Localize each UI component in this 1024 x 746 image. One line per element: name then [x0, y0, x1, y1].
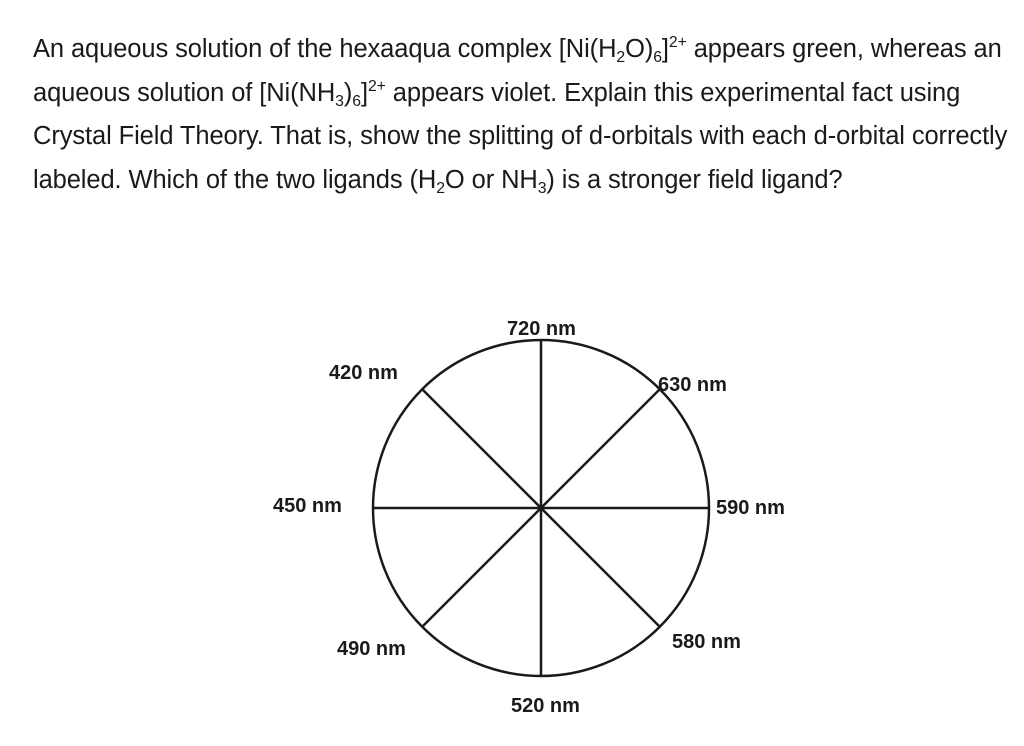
- wheel-label-bottom: 520 nm: [511, 695, 580, 717]
- color-wheel-diagram: [260, 300, 820, 740]
- wheel-label-bottom-right: 580 nm: [672, 631, 741, 653]
- wheel-label-left: 450 nm: [273, 495, 342, 517]
- wheel-label-top-left: 420 nm: [329, 362, 398, 384]
- wheel-label-right: 590 nm: [716, 497, 785, 519]
- question-text: An aqueous solution of the hexaaqua complex $[Ni(H_2O)_6]^{2+}$ appears green, whereas an aqueous solution of $[Ni(NH_3)_6]^{2+}$ appears violet. Explain this experimental fact using Crystal Field Theory. That is, show the splitting of d-orbitals with each d-orbital correctly labeled. Which of the two ligands ($H_2O$ or $NH_3$) is a stronger field ligand?: [33, 34, 1008, 197]
- wheel-label-top-right: 630 nm: [658, 374, 727, 396]
- wheel-label-top: 720 nm: [507, 318, 576, 340]
- wheel-label-bottom-left: 490 nm: [337, 638, 406, 660]
